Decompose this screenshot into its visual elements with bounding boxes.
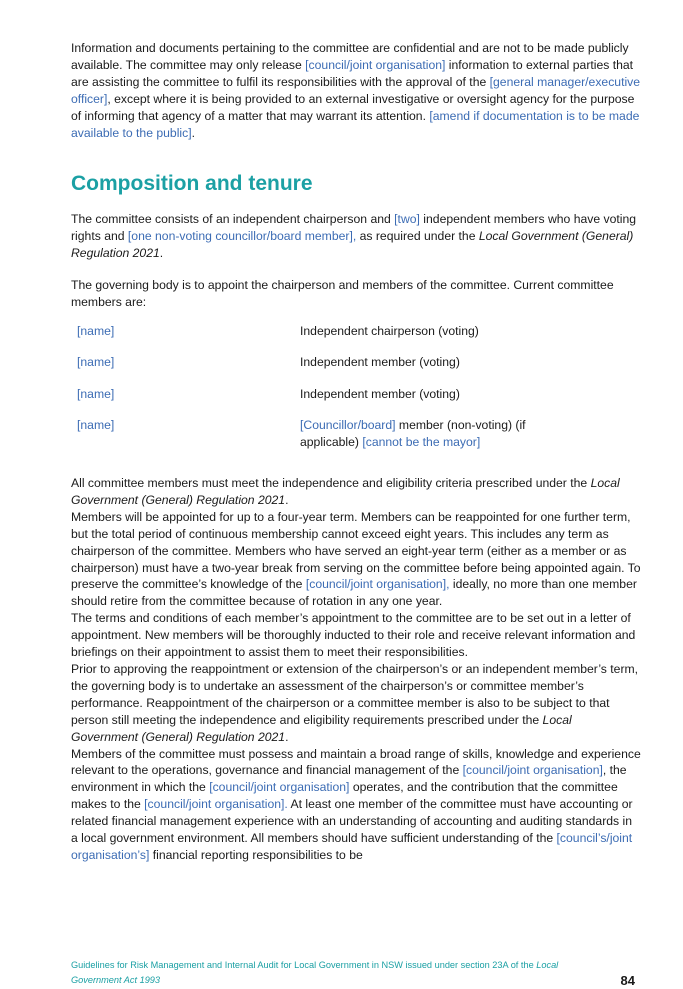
placeholder-text: [council/joint organisation] [462, 763, 603, 778]
member-name: [name] [77, 386, 115, 401]
term-paragraph: Members will be appointed for up to a four-year term. Members can be reappointed for one further term, but the total period of continuous membership cannot exceed eight years. This includes any term as chairperson of the committee. Members who have served an eight-year term (either as a member or as chairperson) must have a two-year break from serving on the committee before being appointed again. To preserve the committee’s knowledge of the [council/joint organisation], ideally, no more than one member should retire from the committee because of rotation in any one year. [71, 509, 641, 609]
member-row [71, 354, 641, 371]
member-row [71, 417, 641, 451]
member-name: [name] [77, 323, 115, 338]
composition-paragraph: The committee consists of an independent chairperson and [two] independent members who have voting rights and [one non-voting councillor/board member], as required under the Local Government (General) Regulation 2021. [71, 212, 637, 261]
page-number: 84 [620, 973, 635, 988]
placeholder-text: [Councillor/board] [300, 418, 396, 433]
member-row [71, 386, 641, 403]
placeholder-text: [two] [394, 212, 420, 227]
placeholder-text: [council/joint organisation] [305, 57, 446, 72]
section-heading: Composition and tenure [71, 172, 313, 196]
eligibility-paragraph: All committee members must meet the independence and eligibility criteria prescribed under the Local Government (General) Regulation 2021. [71, 476, 620, 507]
skills-paragraph: Members of the committee must possess and maintain a broad range of skills, knowledge and experience relevant to the operations, governance and financial management of the [council/joint organisation], the environment in which the [council/joint organisation] operates, and the contribution that the committee makes to the [council/joint organisation]. At least one member of the committee must have accounting or related financial management experience with an understanding of accounting and auditing standards in a local government environment. All members should have sufficient understanding of the [council’s/joint organisation’s] financial reporting responsibilities to be [71, 746, 641, 862]
page-content [71, 40, 641, 864]
member-role: Independent member (voting) [300, 386, 460, 401]
terms-conditions-paragraph: The terms and conditions of each member’s appointment to the committee are to be set out in a letter of appointment. New members will be thoroughly inducted to their role and receive relevant information and briefings on their appointment to assist them to meet their responsibilities. [71, 611, 636, 660]
member-role: Independent chairperson (voting) [300, 323, 479, 338]
member-name: [name] [77, 418, 115, 433]
placeholder-text: [council’s/joint organisation’s] [71, 831, 633, 862]
placeholder-text: [general manager/executive officer] [71, 74, 641, 106]
placeholder-text: [one non-voting councillor/board member], [127, 229, 357, 244]
appointment-paragraph: The governing body is to appoint the chairperson and members of the committee. Current committee members are: [71, 278, 614, 310]
members-table [71, 323, 641, 451]
placeholder-text: [council/joint organisation], [305, 577, 450, 592]
placeholder-text: [cannot be the mayor] [362, 435, 481, 450]
footer-citation: Guidelines for Risk Management and Internal Audit for Local Government in NSW issued under section 23A of the Local Government Act 1993 [71, 960, 559, 985]
member-name: [name] [77, 355, 115, 370]
member-role: [Councillor/board] member (non-voting) (if applicable) [cannot be the mayor] [300, 418, 526, 450]
member-role: Independent member (voting) [300, 355, 460, 370]
placeholder-text: [amend if documentation is to be made available to the public] [71, 108, 640, 140]
page-footer [71, 958, 641, 988]
placeholder-text: [council/joint organisation]. [144, 797, 288, 812]
member-row [71, 323, 641, 340]
placeholder-text: [council/joint organisation] [209, 780, 350, 795]
reappointment-paragraph: Prior to approving the reappointment or extension of the chairperson’s or an independent member’s term, the governing body is to undertake an assessment of the chairperson’s or committee member’s performance. Reappointment of the chairperson or a committee member is also to be subject to that person still meeting the independence and eligibility requirements prescribed under the Local Government (General) Regulation 2021. [71, 661, 639, 744]
confidentiality-paragraph: Information and documents pertaining to the committee are confidential and are not to be made publicly available. The committee may only release [council/joint organisation] information to external parties that are assisting the committee to fulfil its responsibilities with the approval of the [general manager/executive officer], except where it is being provided to an external investigative or oversight agency for the purpose of informing that agency of a matter that may warrant its attention. [amend if documentation is to be made available to the public]. [71, 41, 641, 140]
